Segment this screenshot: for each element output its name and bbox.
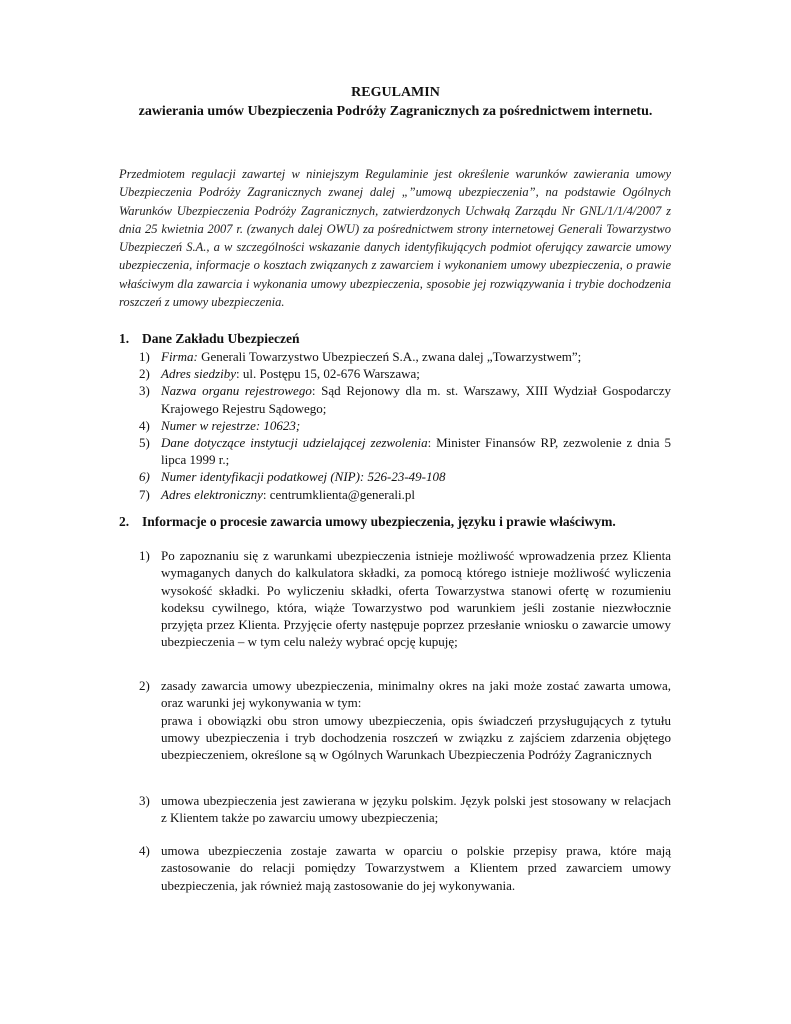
item-number: 7) [139, 486, 150, 502]
section-1-heading [119, 330, 300, 347]
item-number: 3) [139, 383, 150, 399]
item-label: Numer identyfikacji podatkowej (NIP): 526-23-49-108 [161, 469, 446, 485]
item-text: umowa ubezpieczenia zostaje zawarta w oparciu o polskie przepisy prawa, które mają zastosowanie do relacji pomiędzy Towarzystwem a Klientem przed zawarciem umowy ubezpieczenia, jak również mają zastosowanie do jej wykonywania. [161, 843, 671, 893]
item-number: 2) [139, 678, 150, 693]
list-item [119, 382, 671, 416]
list-item [119, 434, 671, 468]
item-number: 3) [139, 793, 150, 808]
list-item [119, 486, 671, 503]
list-item [119, 842, 671, 894]
item-value: : Minister Finansów RP, zezwolenie z dnia 5 lipca 1999 r.; [161, 435, 671, 468]
item-number: 2) [139, 366, 150, 382]
item-label: Nazwa organu rejestrowego [161, 383, 312, 399]
list-item [119, 468, 671, 485]
item-label: Adres siedziby [161, 366, 236, 382]
item-label: Dane dotyczące instytucji udzielającej zezwolenia [161, 435, 428, 451]
list-item [119, 365, 671, 382]
list-item [119, 417, 671, 434]
list-item [119, 677, 671, 763]
item-number: 1) [139, 349, 150, 364]
section-1-title: Dane Zakładu Ubezpieczeń [142, 331, 300, 346]
item-label: Numer w rejestrze: 10623; [161, 417, 301, 433]
item-number: 6) [139, 469, 150, 485]
item-text: zasady zawarcia umowy ubezpieczenia, minimalny okres na jaki może zostać zawarta umowa, oraz warunki jej wykonywania w tym: [161, 678, 671, 711]
item-text-continued: prawa i obowiązki obu stron umowy ubezpieczenia, opis świadczeń przysługujących z tytułu umowy ubezpieczenia i tryb dochodzenia roszczeń w związku z zajściem zdarzenia objętego ubezpieczeniem, określone są w Ogólnych Warunkach Ubezpieczenia Podróży Zagranicznych [161, 712, 671, 763]
item-number: 4) [139, 417, 150, 433]
item-value: : Sąd Rejonowy dla m. st. Warszawy, XIII Wydział Gospodarczy Krajowego Rejestru Sądowego; [161, 383, 671, 416]
item-value: Generali Towarzystwo Ubezpieczeń S.A., zwana dalej „Towarzystwem”; [197, 349, 582, 364]
section-2-title: Informacje o procesie zawarcia umowy ubezpieczenia, języku i prawie właściwym. [142, 514, 616, 529]
item-number: 5) [139, 435, 150, 451]
list-item [119, 792, 671, 827]
intro-paragraph: Przedmiotem regulacji zawartej w niniejszym Regulaminie jest określenie warunków zawierania umowy Ubezpieczenia Podróży Zagranicznych zwanej dalej „”umową ubezpieczenia”, na podstawie Ogólnych Warunków Ubezpieczenia Podróży Zagranicznych, zatwierdzonych Uchwałą Zarządu Nr GNL/1/1/4/2007 z dnia 25 kwietnia 2007 r. (zwanych dalej OWU) za pośrednictwem strony internetowej Generali Towarzystwo Ubezpieczeń S.A., a w szczególności wskazanie danych identyfikujących podmiot oferujący zawarcie umowy ubezpieczenia, informacje o kosztach związanych z zawarciem i wykonaniem umowy ubezpieczenia, o prawie właściwym dla zawarcia i wykonania umowy ubezpieczenia, sposobie jej rozwiązywania i trybie dochodzenia roszczeń z umowy ubezpieczenia. [119, 167, 671, 310]
item-number: 4) [139, 843, 150, 858]
document-title: REGULAMIN [351, 85, 440, 100]
item-label: Adres elektroniczny [161, 486, 263, 502]
item-value: : ul. Postępu 15, 02-676 Warszawa; [235, 366, 420, 382]
section-2-number: 2. [119, 514, 130, 529]
item-label: Firma: [161, 349, 198, 364]
item-text: umowa ubezpieczenia jest zawierana w języku polskim. Język polski jest stosowany w relacjach z Klientem także po zawarciu umowy ubezpieczenia; [161, 793, 671, 826]
section-1-number: 1. [119, 331, 130, 346]
list-item [119, 547, 671, 651]
item-value: : centrumklienta@generali.pl [262, 486, 415, 502]
list-item [119, 348, 671, 365]
document-subtitle: zawierania umów Ubezpieczenia Podróży Zagranicznych za pośrednictwem internetu. [138, 104, 653, 119]
section-2-heading [119, 513, 616, 530]
section-1-list [119, 348, 671, 503]
item-number: 1) [139, 548, 150, 563]
item-text: Po zapoznaniu się z warunkami ubezpieczenia istnieje możliwość wprowadzenia przez Klienta wymaganych danych do kalkulatora składki, za pomocą którego istnieje możliwość wyliczenia wysokość składki. Po wyliczeniu składki, oferta Towarzystwa stanowi ofertę w rozumieniu kodeksu cywilnego, która, wiąże Towarzystwo pod warunkiem jeśli zostanie niezwłocznie przyjęta przez Klienta. Przyjęcie oferty następuje poprzez przesłanie wniosku o zawarcie umowy ubezpieczenia – w tym celu należy wybrać opcję kupuję; [161, 548, 671, 650]
title-block [0, 84, 791, 120]
